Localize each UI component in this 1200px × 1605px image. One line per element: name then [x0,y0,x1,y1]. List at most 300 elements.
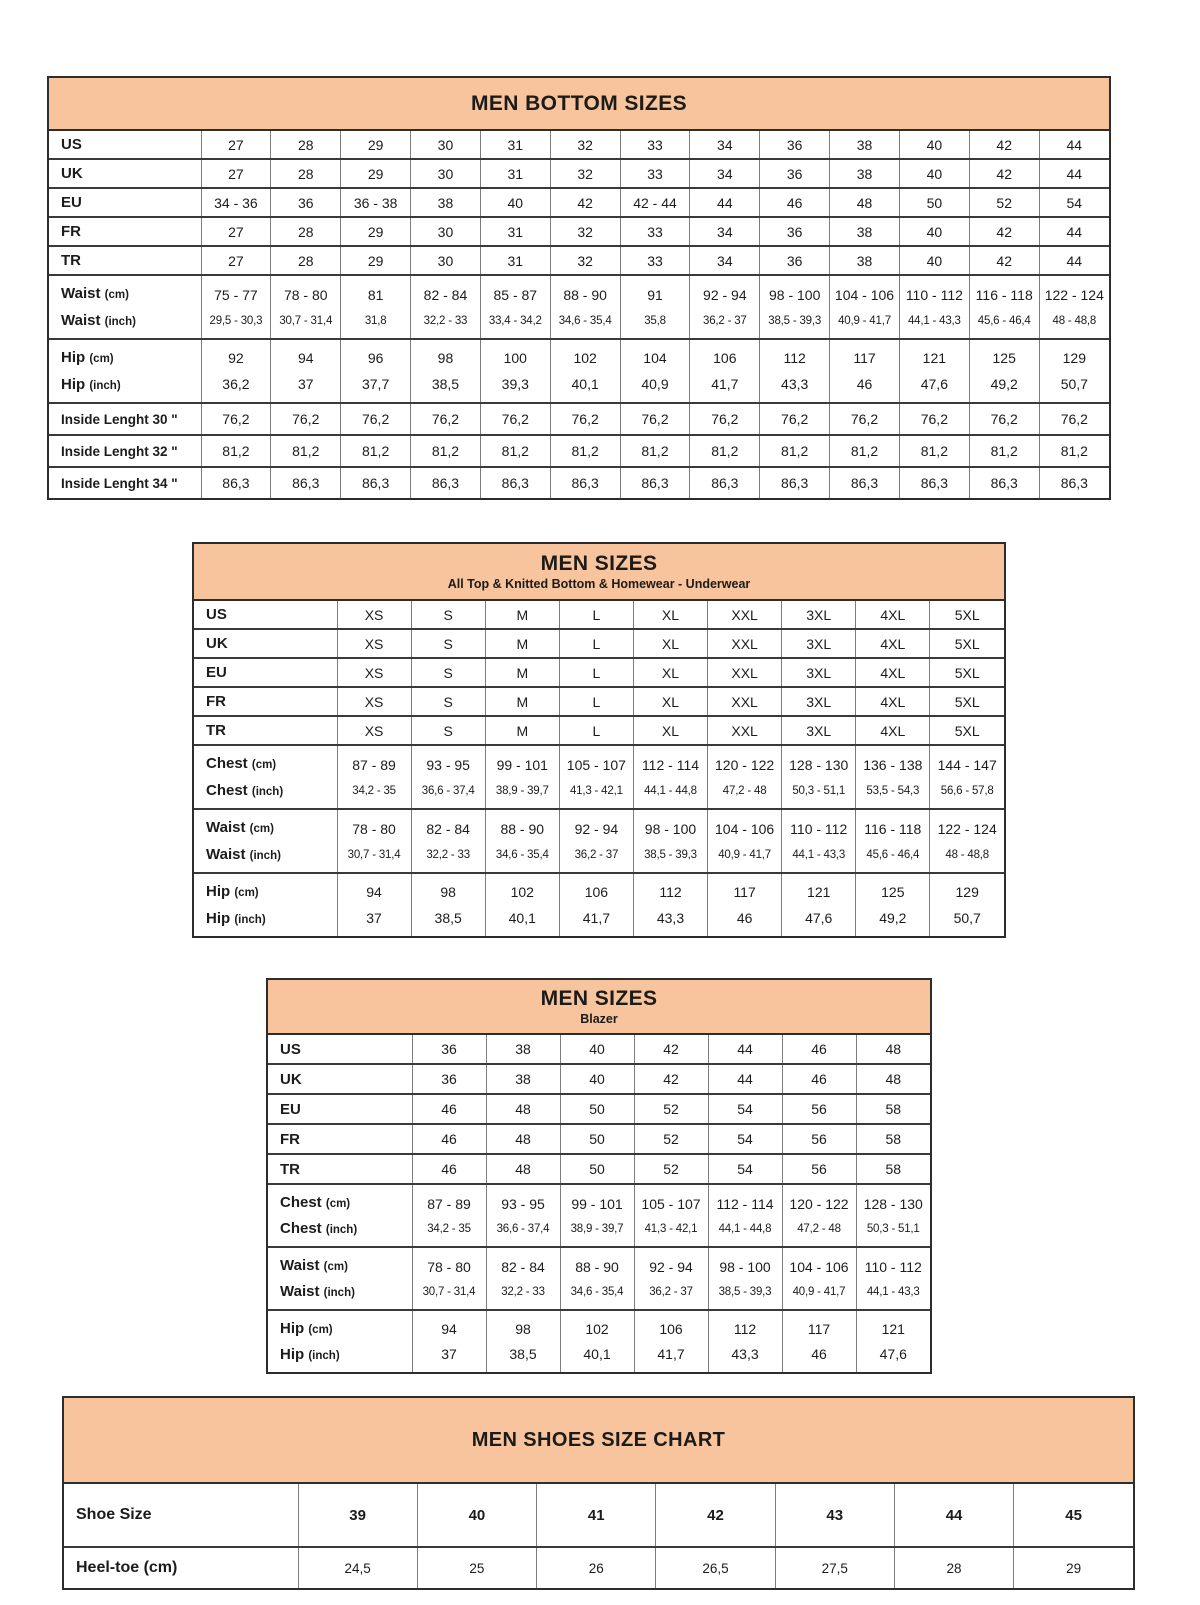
value-stack [930,746,1004,808]
table-row [49,246,1109,275]
value-stack [900,404,969,434]
table-subtitle: All Top & Knitted Bottom & Homewear - Underwear [447,577,751,591]
value-stack [900,276,969,338]
value: 36,6 - 37,4 [421,784,475,797]
value-cell [760,217,830,246]
value: 81,2 [361,443,390,459]
row-label [280,1320,333,1337]
value-stack [634,630,707,657]
value-cell [560,1310,634,1372]
row-label-cell [194,873,337,936]
row-label-text: EU [61,194,82,211]
table-title: MEN BOTTOM SIZES [470,91,688,115]
value: 110 - 112 [905,287,963,304]
value: 128 - 130 [789,757,849,774]
value-cell [930,809,1004,873]
value: 30 [437,165,454,182]
value-cell [782,629,856,658]
value-cell [337,873,411,936]
value: 29,5 - 30,3 [209,314,263,327]
value: 42 [707,1506,724,1524]
value: 40,9 - 41,7 [718,848,771,861]
value-stack [413,1248,486,1309]
value: 129 [955,884,979,900]
table-men-shoes [62,1396,1135,1590]
value-stack [760,276,829,338]
value-cell [480,131,550,159]
value: 5XL [954,606,980,623]
value-stack [930,630,1004,657]
value-stack [900,218,969,245]
value: 34,6 - 35,4 [570,1286,624,1298]
value-stack [708,810,781,872]
value-stack [551,189,620,216]
value-stack [709,1125,782,1153]
value-cell [341,159,411,188]
value-stack [537,1484,655,1546]
value-cell [201,403,271,435]
value-cell [486,1310,560,1372]
value-cell [690,403,760,435]
value: 32,2 - 33 [423,314,468,327]
value: 76,2 [571,411,599,427]
row-label-text: Chest [206,781,248,799]
value-stack [486,630,559,657]
value: 92 [228,350,244,366]
value-cell [856,873,930,936]
table-row [64,1547,1133,1588]
value-stack [411,131,480,158]
value-cell [969,435,1039,467]
value: 34 [717,136,733,153]
row-label-cell [268,1154,412,1184]
value-cell [969,275,1039,339]
value: 91 [647,287,663,304]
table-row [49,467,1109,498]
value: 58 [885,1131,902,1147]
value: 44,1 - 43,3 [792,848,846,861]
row-label-stack [194,717,337,744]
value-cell [411,188,481,217]
value-stack [621,276,690,338]
value-cell [411,467,481,498]
value: 78 - 80 [427,1259,471,1275]
value-stack [708,717,781,744]
row-label [280,1257,348,1274]
value: 32,2 - 33 [501,1286,545,1298]
value: 46 [811,1071,827,1087]
value-cell [411,159,481,188]
value: 48 [885,1071,902,1087]
table-row [268,1064,930,1094]
table-row [194,716,1004,745]
value-stack [271,160,340,187]
value-stack [1040,160,1109,187]
value-cell [412,1035,486,1064]
value-cell [620,435,690,467]
value: M [516,722,529,739]
value: 50 [589,1101,605,1117]
value: 81,2 [920,443,948,459]
value: 112 [733,1320,757,1337]
value-cell [480,467,550,498]
value-stack [412,874,485,936]
value-cell [341,188,411,217]
value-cell [782,1124,856,1154]
value-stack [635,1065,708,1093]
value-cell [1039,159,1109,188]
value-cell [690,275,760,339]
value: 93 - 95 [501,1196,545,1212]
value-stack [551,404,620,434]
value-cell [411,658,485,687]
value-cell [856,1247,930,1310]
value-cell [560,1247,634,1310]
value: 44 [1066,136,1083,153]
value-stack [690,468,759,498]
value-stack [202,436,271,466]
row-label-text: UK [61,165,83,182]
value: XL [661,606,680,623]
value: 36,2 - 37 [574,848,619,861]
table-rows [64,1484,1133,1588]
value-cell [930,745,1004,809]
table-header [268,980,930,1035]
row-label-cell [49,131,201,159]
value-cell [1039,246,1109,275]
value: 38 [856,223,873,240]
value: 48 [515,1131,531,1147]
value: S [443,635,453,652]
value-cell [417,1547,536,1588]
table-body [49,131,1109,498]
row-label-cell [194,745,337,809]
row-label-unit: (inch) [251,785,284,798]
value-cell [620,275,690,339]
value-cell [480,159,550,188]
value-stack [856,630,929,657]
value-cell [271,131,341,159]
value: 42 [577,194,593,211]
value-cell [298,1484,417,1547]
value: 52 [996,194,1012,211]
value-cell [550,188,620,217]
value: 46 [811,1041,827,1057]
value-stack [1040,131,1109,158]
value-stack [1014,1484,1133,1546]
row-label-text: EU [206,664,227,681]
row-label-text: UK [206,635,228,652]
value: 29 [367,136,384,153]
table-men-sizes-tops [192,542,1006,938]
value-cell [708,716,782,745]
value-stack [690,404,759,434]
value-cell [411,217,481,246]
value: S [443,722,453,739]
value: M [516,606,529,623]
value: 5XL [954,635,980,652]
value-cell [550,246,620,275]
value-stack [856,659,929,686]
value-stack [487,1248,560,1309]
value: 104 - 106 [834,287,895,304]
value-cell [782,658,856,687]
value-stack [760,468,829,498]
value-cell [633,809,707,873]
value-cell [201,159,271,188]
row-label-text: Hip [61,349,86,367]
row-label-stack [268,1311,412,1372]
value-stack [760,189,829,216]
value: 3XL [806,606,832,623]
value-cell [760,246,830,275]
value: 38,5 - 39,3 [644,848,697,861]
value-cell [899,159,969,188]
value: 99 - 101 [496,757,548,774]
value-stack [708,601,781,628]
row-label [61,165,83,182]
value-stack [271,436,340,466]
value: 36 [786,252,803,269]
value-stack [418,1484,536,1546]
row-label [61,376,121,393]
value-stack [299,1484,417,1546]
value-stack [970,247,1039,274]
value-cell [856,1124,930,1154]
value: 36 [786,136,803,153]
value-cell [337,809,411,873]
table-subtitle: Blazer [580,1012,618,1026]
value: 94 [366,884,382,900]
value-cell [708,1310,782,1372]
value: 76,2 [431,411,460,427]
value-cell [560,1184,634,1247]
value-cell [620,131,690,159]
value: 44 [717,194,733,211]
value: 116 - 118 [864,821,922,838]
value: 86,3 [781,475,809,491]
value: XXL [731,635,758,652]
row-label-cell [194,629,337,658]
value: 42 [996,165,1012,182]
value: 78 - 80 [352,821,396,838]
value-stack [708,659,781,686]
table-title: MEN SIZES [540,552,658,575]
value-stack [690,131,759,158]
value-stack [413,1185,486,1246]
value-cell [412,1124,486,1154]
value-cell [411,246,481,275]
value-stack [857,1125,931,1153]
value: 76,2 [1060,411,1088,427]
value-cell [201,435,271,467]
row-label-text: Hip [61,375,86,393]
value-cell [830,217,900,246]
value-stack [202,276,271,338]
value-cell [485,809,559,873]
value: 33 [647,165,663,182]
value-stack [783,1035,856,1063]
value-cell [708,601,782,629]
row-label-cell [194,601,337,629]
value: 104 [643,350,667,366]
value: XS [364,722,384,739]
value-stack [708,746,781,808]
value-cell [480,217,550,246]
table-row [194,873,1004,936]
value: XL [661,664,680,681]
row-label-stack [268,1248,412,1309]
value-stack [621,340,690,402]
value-stack [411,404,480,434]
value-cell [550,275,620,339]
value-stack [413,1125,486,1153]
value-cell [690,246,760,275]
value-stack [486,874,559,936]
value-cell [690,467,760,498]
value: 53,5 - 54,3 [866,784,920,797]
value: 33,4 - 34,2 [488,314,542,327]
value-cell [201,339,271,403]
value-cell [830,246,900,275]
value-stack [857,1035,931,1063]
value-cell [1039,467,1109,498]
row-label-stack [194,659,337,686]
value-cell [201,246,271,275]
row-label-text: US [280,1040,301,1058]
value-cell [690,159,760,188]
row-label [61,349,114,366]
value-stack [895,1548,1013,1588]
value-cell [559,716,633,745]
value-stack [970,189,1039,216]
value: 81,2 [1060,443,1088,459]
value-cell [708,873,782,936]
value-stack [560,601,633,628]
value-stack [830,340,899,402]
value: 50,7 [1060,376,1088,392]
value-stack [970,276,1039,338]
value-cell [633,687,707,716]
value: S [443,664,453,681]
value-stack [560,688,633,715]
row-label-cell [49,435,201,467]
row-label-cell [49,467,201,498]
value: 106 [659,1320,683,1337]
value-stack [202,218,271,245]
value: 44,1 - 44,8 [644,784,697,797]
value: 58 [885,1101,902,1117]
value: 94 [441,1320,457,1337]
value-cell [894,1484,1013,1547]
value-cell [856,1154,930,1184]
row-label-unit: (cm) [89,353,114,366]
value: 31 [507,165,524,182]
value-stack [690,218,759,245]
value: 50 [589,1131,605,1147]
row-label-stack [194,601,337,628]
value: 28 [297,223,314,240]
value: 98 - 100 [644,821,697,838]
value-cell [782,601,856,629]
value-stack [413,1095,486,1123]
value-stack [481,468,550,498]
value-cell [634,1154,708,1184]
row-label-text: UK [280,1070,302,1088]
value: 98 [437,350,454,366]
table-row [268,1094,930,1124]
value-cell [411,629,485,658]
value-cell [411,403,481,435]
value-cell [830,435,900,467]
value-cell [480,339,550,403]
value-stack [783,1185,856,1246]
value: 76,2 [711,411,739,427]
value-stack [830,218,899,245]
value-cell [620,159,690,188]
value: S [443,693,453,710]
value-stack [202,340,271,402]
value-stack [856,601,929,628]
value-cell [559,873,633,936]
value: 44 [1066,223,1083,240]
value: 29 [1066,1560,1082,1576]
value-stack [271,340,340,402]
value-stack [830,468,899,498]
value: 81,2 [431,443,460,459]
value: 37 [441,1346,457,1363]
value: M [516,693,529,710]
value-cell [537,1484,656,1547]
value-cell [830,403,900,435]
value: 50,3 - 51,1 [866,1223,920,1235]
value: 33 [647,136,663,153]
value: 112 - 114 [716,1196,774,1212]
row-label-cell [268,1094,412,1124]
value: 136 - 138 [863,757,923,774]
value-stack [856,874,929,936]
value-stack [341,404,410,434]
value-stack [782,601,855,628]
table-men-sizes-blazer [266,978,932,1374]
value-stack [486,601,559,628]
value-cell [411,873,485,936]
value: 81,2 [501,443,529,459]
value-stack [486,717,559,744]
value-cell [930,601,1004,629]
value: 24,5 [344,1560,371,1576]
value: 40,9 - 41,7 [838,314,891,327]
table-row [49,275,1109,339]
value-stack [561,1125,634,1153]
row-label [280,1161,300,1178]
value: 46 [811,1346,827,1363]
row-label-cell [268,1064,412,1094]
value-cell [708,1124,782,1154]
value: 43,3 [731,1346,759,1363]
value-cell [560,1035,634,1064]
value: XXL [731,664,758,681]
value-stack [634,688,707,715]
value: 44 [945,1506,963,1524]
value: 28 [297,165,314,182]
row-label-text: US [206,606,227,623]
value-cell [969,159,1039,188]
value: 30 [437,136,454,153]
row-label-cell [194,716,337,745]
value-cell [411,809,485,873]
value: XXL [731,722,758,739]
